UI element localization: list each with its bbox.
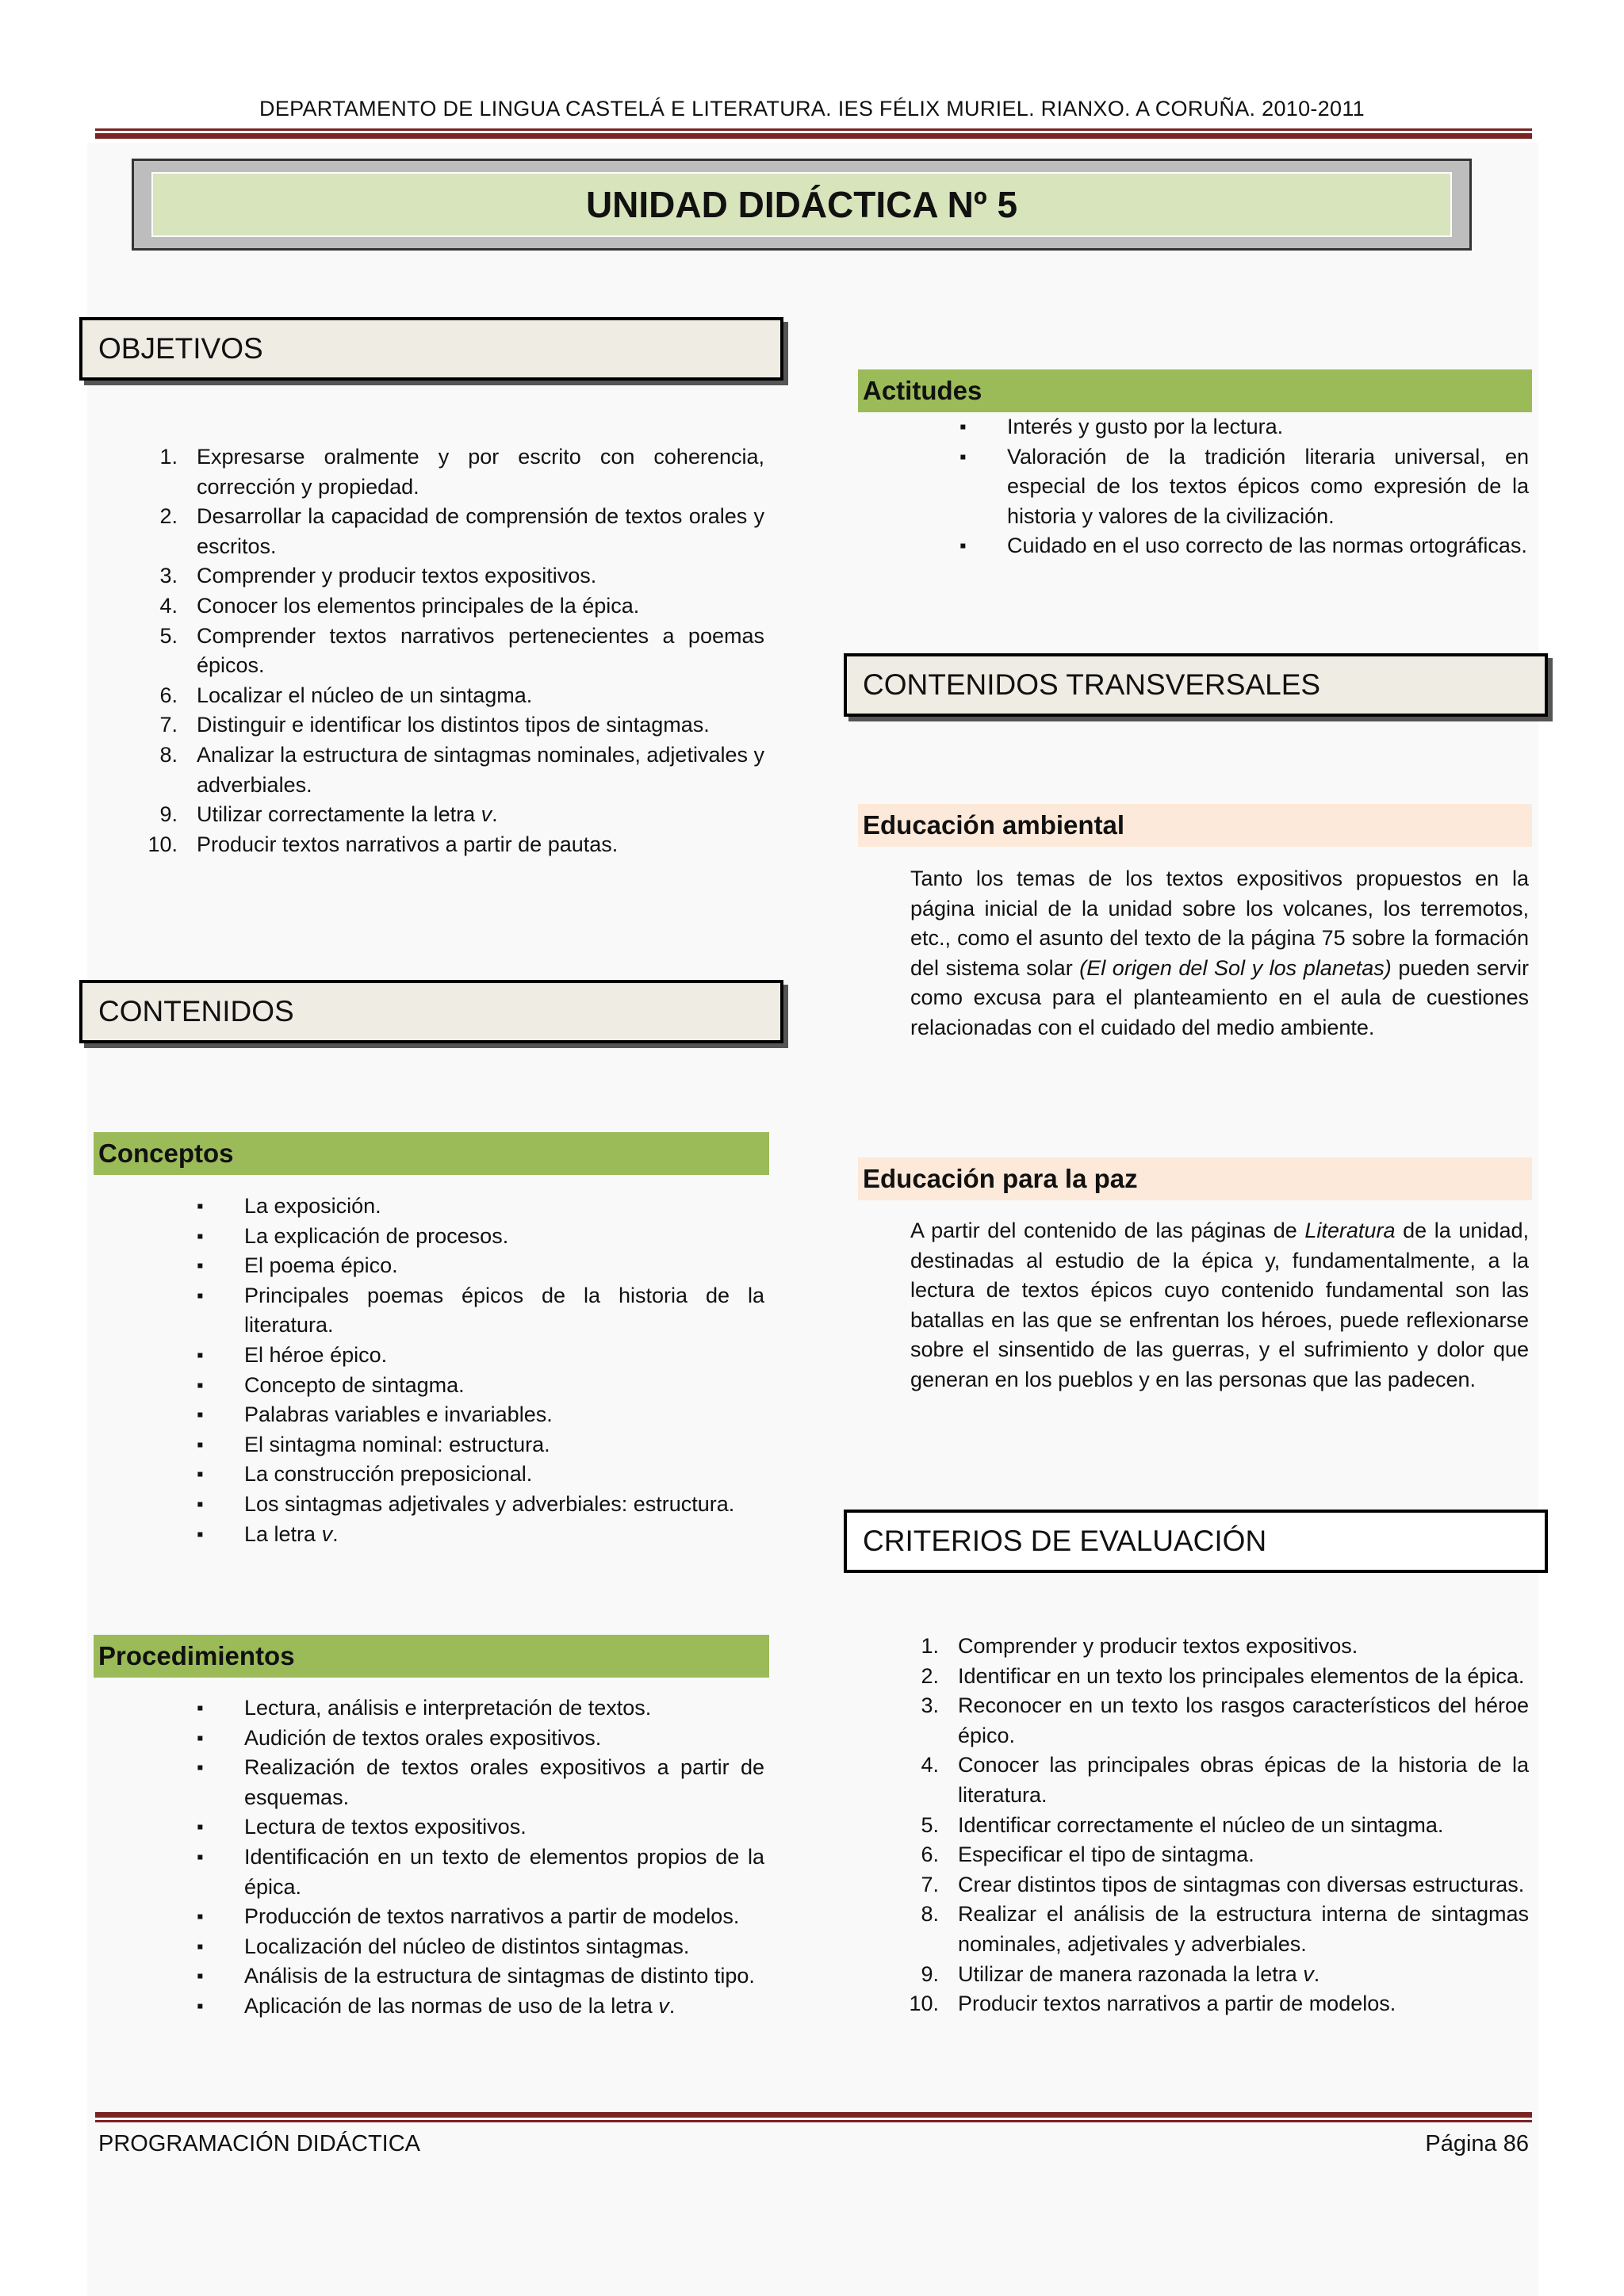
procedimientos-list — [197, 1693, 764, 2022]
item-text: La construcción preposicional. — [244, 1462, 533, 1487]
item-emphasis: v — [481, 802, 492, 827]
unit-title-box — [132, 159, 1472, 251]
item-number: 3. — [921, 1693, 939, 1718]
item-text: Expresarse oralmente y por escrito con coherencia, corrección y propiedad. — [197, 445, 764, 499]
item-number: 3. — [159, 564, 178, 588]
item-number: 2. — [159, 504, 178, 529]
item-text-after: . — [332, 1521, 339, 1546]
item-number: 7. — [159, 713, 178, 737]
item-text: Identificar correctamente el núcleo de un sintagma. — [958, 1812, 1444, 1837]
item-text: La letra — [244, 1521, 322, 1546]
item-number: 7. — [921, 1872, 939, 1896]
item-text: Concepto de sintagma. — [244, 1372, 465, 1397]
item-number: 6. — [921, 1843, 939, 1867]
list-item — [197, 1222, 764, 1252]
footer-page-number: Página 86 — [1425, 2131, 1529, 2156]
list-item — [907, 1691, 1529, 1751]
item-text: Los sintagmas adjetivales y adverbiales: estructura. — [244, 1491, 735, 1516]
item-text: La exposición. — [244, 1194, 381, 1218]
list-item — [146, 561, 764, 591]
list-item — [197, 1371, 764, 1401]
item-text: Valoración de la tradición literaria universal, en especial de los textos épicos como expresión de la historia y valores de la civilización. — [1007, 444, 1529, 528]
item-text: Especificar el tipo de sintagma. — [958, 1843, 1254, 1867]
list-item — [197, 1753, 764, 1812]
item-number: 5. — [921, 1812, 939, 1837]
list-item — [197, 1724, 764, 1754]
list-item — [146, 800, 764, 830]
header-rule-thick — [95, 133, 1532, 139]
item-number: 9. — [921, 1961, 939, 1986]
item-text: Reconocer en un texto los rasgos característicos del héroe épico. — [958, 1693, 1529, 1747]
item-text: Conocer los elementos principales de la épica. — [197, 593, 640, 618]
item-number: 4. — [921, 1753, 939, 1777]
list-item — [197, 1902, 764, 1932]
subsection-educacion-paz: Educación para la paz — [858, 1158, 1532, 1200]
list-item — [146, 502, 764, 561]
item-text: Cuidado en el uso correcto de las normas ortográficas. — [1007, 534, 1527, 558]
item-text: Desarrollar la capacidad de comprensión de textos orales y escritos. — [197, 504, 764, 558]
item-text: Interés y gusto por la lectura. — [1007, 415, 1284, 438]
item-text: Localizar el núcleo de un sintagma. — [197, 683, 533, 707]
list-item — [197, 1460, 764, 1490]
item-text: Principales poemas épicos de la historia de la literatura. — [244, 1283, 764, 1337]
item-text: El héroe épico. — [244, 1342, 388, 1367]
list-item — [197, 1251, 764, 1281]
section-objetivos: OBJETIVOS — [79, 317, 783, 381]
item-number: 9. — [159, 802, 178, 827]
list-item — [959, 531, 1529, 561]
list-item — [197, 1932, 764, 1962]
header-rule-thin — [95, 128, 1532, 131]
item-text: Audición de textos orales expositivos. — [244, 1725, 602, 1750]
list-item — [146, 442, 764, 502]
item-text: Comprender y producir textos expositivos. — [197, 564, 597, 588]
item-text: La explicación de procesos. — [244, 1223, 509, 1248]
subsection-conceptos: Conceptos — [94, 1132, 769, 1175]
list-item — [197, 1490, 764, 1520]
item-text: Analizar la estructura de sintagmas nominales, adjetivales y adverbiales. — [197, 742, 764, 797]
item-number: 6. — [159, 683, 178, 707]
subsection-actitudes: Actitudes — [858, 369, 1532, 412]
item-emphasis: v — [321, 1521, 333, 1546]
list-item — [197, 1693, 764, 1724]
item-text: El sintagma nominal: estructura. — [244, 1432, 550, 1456]
item-emphasis: v — [658, 1993, 669, 2018]
list-item — [146, 740, 764, 800]
item-text: Identificación en un texto de elementos propios de la épica. — [244, 1844, 764, 1899]
list-item — [907, 1840, 1529, 1870]
conceptos-list — [197, 1192, 764, 1549]
list-item — [959, 412, 1529, 442]
list-item — [907, 1900, 1529, 1959]
item-text: Localización del núcleo de distintos sintagmas. — [244, 1934, 690, 1958]
list-item — [907, 1989, 1529, 2019]
item-text: Palabras variables e invariables. — [244, 1402, 553, 1427]
educacion-paz-text: A partir del contenido de las páginas de Literatura de la unidad, destinadas al estudio de la épica y, fundamentalmente, a la lectura de textos épicos cuyo contenido fundamental son las batallas en las que se enfrentan los héroes, puede reflexionarse sobre el sinsentido de las guerras, y el sufrimiento y dolor que generan en los pueblos y en las personas que las padecen. — [910, 1219, 1529, 1391]
item-text: Producción de textos narrativos a partir de modelos. — [244, 1904, 740, 1929]
item-text-after: . — [492, 802, 498, 827]
unit-title: UNIDAD DIDÁCTICA Nº 5 — [151, 172, 1452, 237]
item-text: Lectura de textos expositivos. — [244, 1815, 527, 1839]
list-item — [197, 1961, 764, 1992]
item-text: Utilizar correctamente la letra — [197, 802, 481, 827]
list-item — [146, 710, 764, 740]
item-number: 10. — [909, 1992, 939, 2016]
item-text: El poema épico. — [244, 1253, 398, 1278]
list-item — [197, 1400, 764, 1430]
section-transversales: CONTENIDOS TRANSVERSALES — [844, 653, 1548, 717]
footer-rule-thin — [95, 2120, 1532, 2122]
list-item — [197, 1520, 764, 1550]
footer-left: PROGRAMACIÓN DIDÁCTICA — [98, 2131, 421, 2156]
list-item — [907, 1662, 1529, 1692]
list-item — [146, 830, 764, 860]
item-text: Realización de textos orales expositivos a partir de esquemas. — [244, 1755, 764, 1809]
list-item — [197, 1341, 764, 1371]
item-text-after: . — [668, 1993, 676, 2018]
list-item — [197, 1812, 764, 1843]
list-item — [907, 1632, 1529, 1662]
item-emphasis: v — [1303, 1961, 1314, 1986]
subsection-procedimientos: Procedimientos — [94, 1635, 769, 1678]
item-text: Realizar el análisis de la estructura interna de sintagmas nominales, adjetivales y adverbiales. — [958, 1902, 1529, 1956]
list-item — [197, 1281, 764, 1341]
page-header: DEPARTAMENTO DE LINGUA CASTELÁ E LITERATURA. IES FÉLIX MURIEL. RIANXO. A CORUÑA. 2010-2011 — [259, 97, 1365, 121]
item-number: 2. — [921, 1663, 939, 1688]
item-number: 1. — [921, 1634, 939, 1658]
item-number: 8. — [159, 742, 178, 767]
list-item — [197, 1430, 764, 1460]
item-number: 5. — [159, 623, 178, 648]
footer-rule-thick — [95, 2112, 1532, 2118]
list-item — [907, 1870, 1529, 1900]
item-text: Producir textos narrativos a partir de pautas. — [197, 832, 619, 856]
item-text: Crear distintos tipos de sintagmas con diversas estructuras. — [958, 1872, 1525, 1896]
list-item — [959, 442, 1529, 532]
section-contenidos: CONTENIDOS — [79, 980, 783, 1043]
list-item — [146, 622, 764, 681]
list-item — [146, 591, 764, 622]
section-criterios: CRITERIOS DE EVALUACIÓN — [844, 1510, 1548, 1573]
item-text: Producir textos narrativos a partir de modelos. — [958, 1992, 1396, 2016]
item-text: Comprender y producir textos expositivos. — [958, 1634, 1358, 1658]
item-text: Utilizar de manera razonada la letra — [958, 1961, 1304, 1986]
item-text: Identificar en un texto los principales elementos de la épica. — [958, 1663, 1525, 1688]
list-item — [197, 1843, 764, 1902]
list-item — [146, 681, 764, 711]
objetivos-list — [146, 442, 764, 859]
actitudes-list — [959, 412, 1529, 561]
item-text: Lectura, análisis e interpretación de textos. — [244, 1696, 652, 1720]
list-item — [907, 1960, 1529, 1990]
item-number: 4. — [159, 593, 178, 618]
list-item — [197, 1992, 764, 2022]
list-item — [197, 1192, 764, 1222]
list-item — [907, 1751, 1529, 1810]
item-text: Conocer las principales obras épicas de la historia de la literatura. — [958, 1753, 1529, 1807]
criterios-list — [907, 1632, 1529, 2019]
subsection-educacion-ambiental: Educación ambiental — [858, 804, 1532, 847]
item-number: 8. — [921, 1902, 939, 1927]
item-text: Aplicación de las normas de uso de la letra — [244, 1993, 659, 2018]
list-item — [907, 1811, 1529, 1841]
item-text: Distinguir e identificar los distintos tipos de sintagmas. — [197, 713, 710, 737]
item-number: 1. — [159, 445, 178, 469]
item-text: Análisis de la estructura de sintagmas de distinto tipo. — [244, 1964, 755, 1988]
item-number: 10. — [147, 832, 178, 856]
item-text: Comprender textos narrativos pertenecientes a poemas épicos. — [197, 623, 764, 678]
educacion-ambiental-text: Tanto los temas de los textos expositivos propuestos en la página inicial de la unidad sobre los volcanes, los terremotos, etc., como el asunto del texto de la página 75 sobre la formación del sistema solar (El origen del Sol y los planetas) pueden servir como excusa para el planteamiento en el aula de cuestiones relacionadas con el cuidado del medio ambiente. — [910, 867, 1529, 1039]
item-text-after: . — [1313, 1961, 1320, 1986]
